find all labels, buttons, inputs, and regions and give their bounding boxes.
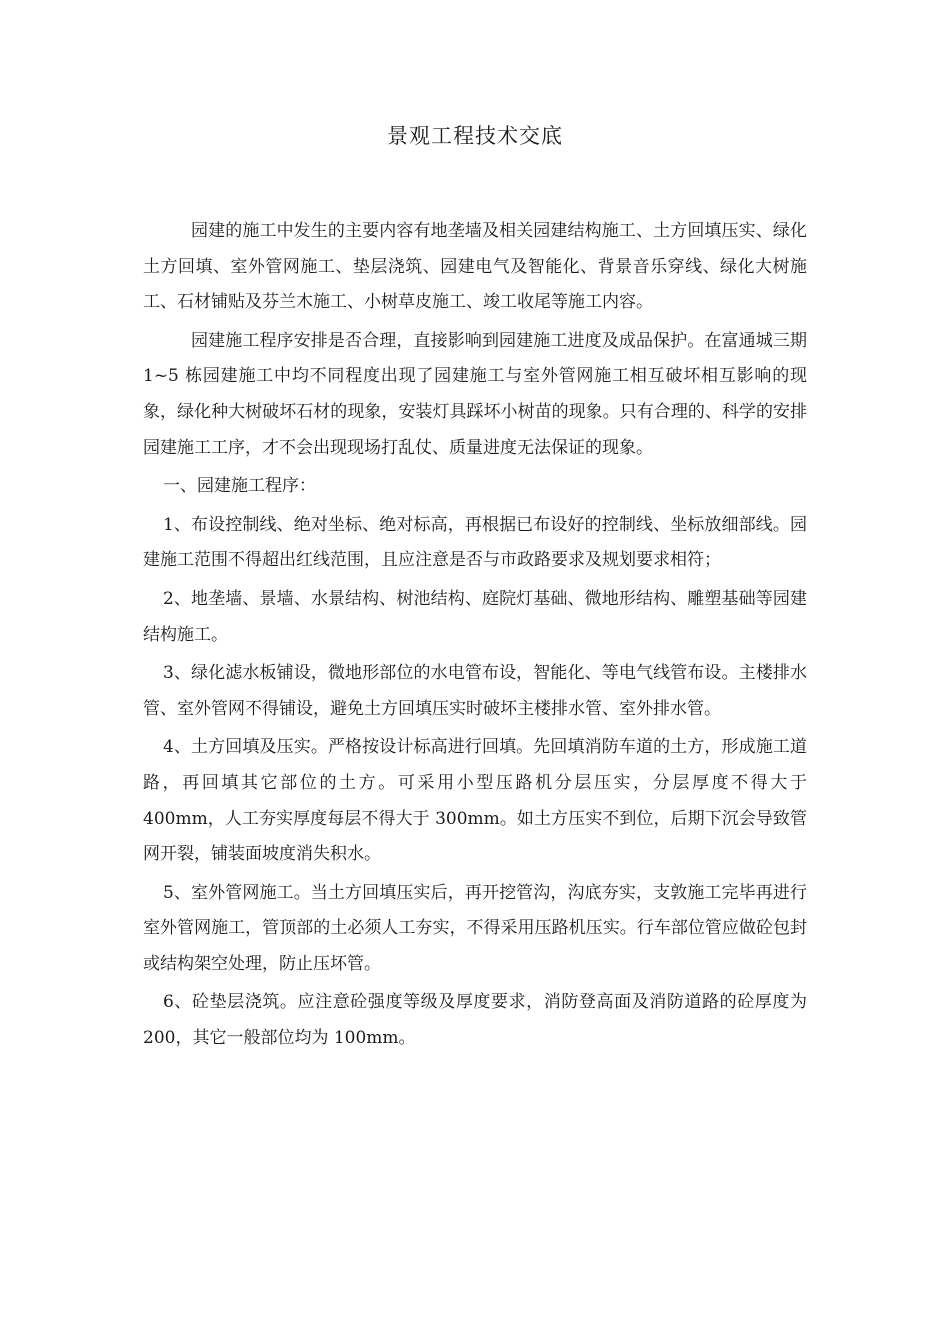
step-item-5: 5、室外管网施工。当土方回填压实后，再开挖管沟，沟底夯实，支敦施工完毕再进行室外管网施工，管顶部的土必须人工夯实，不得采用压路机压实。行车部位管应做砼包封或结构架空处理，防止压坏管。 xyxy=(143,882,807,974)
step-item-3: 3、绿化滤水板铺设，微地形部位的水电管布设，智能化、等电气线管布设。主楼排水管、室外管网不得铺设，避免土方回填压实时破坏主楼排水管、室外排水管。 xyxy=(143,663,807,719)
paragraph-intro: 园建的施工中发生的主要内容有地垄墙及相关园建结构施工、土方回填压实、绿化土方回填、室外管网施工、垫层浇筑、园建电气及智能化、背景音乐穿线、绿化大树施工、石材铺贴及芬兰木施工、小树草皮施工、竣工收尾等施工内容。 xyxy=(143,221,807,313)
document-body xyxy=(143,214,807,1057)
paragraph-sequence-importance: 园建施工程序安排是否合理，直接影响到园建施工进度及成品保护。在富通城三期 1~5 栋园建施工中均不同程度出现了园建施工与室外管网施工相互破坏相互影响的现象，绿化种大树破坏石材的现象，安装灯具踩坏小树苗的现象。只有合理的、科学的安排园建施工工序，才不会出现现场打乱仗、质量进度无法保证的现象。 xyxy=(143,330,807,458)
step-item-4: 4、土方回填及压实。严格按设计标高进行回填。先回填消防车道的土方，形成施工道路，再回填其它部位的土方。可采用小型压路机分层压实，分层厚度不得大于 400mm，人工夯实厚度每层不得大于 300mm。如土方压实不到位，后期下沉会导致管网开裂，铺装面坡度消失积水。 xyxy=(143,737,807,865)
document-title: 景观工程技术交底 xyxy=(387,124,563,148)
step-item-6: 6、砼垫层浇筑。应注意砼强度等级及厚度要求，消防登高面及消防道路的砼厚度为 200，其它一般部位均为 100mm。 xyxy=(143,992,807,1049)
section-heading: 一、园建施工程序： xyxy=(163,476,316,497)
step-item-2: 2、地垄墙、景墙、水景结构、树池结构、庭院灯基础、微地形结构、雕塑基础等园建结构施工。 xyxy=(143,588,807,645)
step-item-1: 1、布设控制线、绝对坐标、绝对标高，再根据已布设好的控制线、坐标放细部线。园建施工范围不得超出红线范围，且应注意是否与市政路要求及规划要求相符； xyxy=(143,514,807,571)
